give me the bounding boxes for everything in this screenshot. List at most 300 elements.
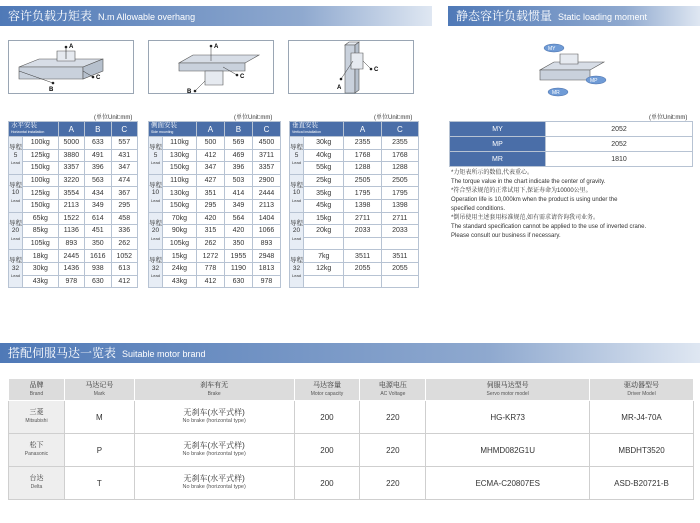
value-cell: 434 bbox=[85, 187, 111, 200]
value-cell: 1795 bbox=[344, 187, 381, 200]
load-cell: 55kg bbox=[304, 162, 344, 175]
load-cell bbox=[304, 275, 344, 288]
table-row bbox=[290, 137, 419, 150]
value-cell: 503 bbox=[224, 174, 252, 187]
value-cell: 1522 bbox=[58, 212, 84, 225]
table-row bbox=[9, 149, 138, 162]
column-header: B bbox=[224, 122, 252, 137]
column-header: C bbox=[381, 122, 418, 137]
lead-zh: 导程 bbox=[9, 144, 22, 152]
value-cell: 563 bbox=[85, 174, 111, 187]
value-cell: 1190 bbox=[224, 262, 252, 275]
horizontal-moment-table bbox=[8, 121, 138, 288]
value-cell: 350 bbox=[224, 237, 252, 250]
notes-block bbox=[451, 169, 646, 241]
lead-zh: 导程 bbox=[149, 181, 162, 189]
load-cell: 150kg bbox=[23, 162, 59, 175]
value-cell bbox=[344, 237, 381, 250]
installation-en: Horizontal installation bbox=[11, 130, 45, 134]
moment-label: MR bbox=[450, 152, 546, 167]
lead-cell bbox=[290, 174, 304, 212]
lead-en: Lead bbox=[11, 197, 20, 203]
vertical-installation-diagram bbox=[288, 40, 414, 94]
load-cell: 70kg bbox=[163, 212, 197, 225]
value-cell: 396 bbox=[85, 162, 111, 175]
table-row bbox=[149, 237, 281, 250]
load-cell: 45kg bbox=[304, 199, 344, 212]
static-moment-diagram bbox=[530, 40, 614, 98]
value-cell: 1813 bbox=[252, 262, 280, 275]
brake-zh: 无刹车(水平式样) bbox=[183, 474, 245, 483]
motor-brand-header bbox=[0, 343, 700, 363]
header-zh: 刹车有无 bbox=[200, 381, 229, 389]
value-cell: 351 bbox=[196, 187, 224, 200]
section-title-en: Static loading moment bbox=[558, 12, 648, 22]
brake-zh: 无刹车(水平式样) bbox=[183, 441, 245, 450]
value-cell: 414 bbox=[224, 187, 252, 200]
header-en: AC Voltage bbox=[380, 390, 406, 397]
table-row bbox=[149, 149, 281, 162]
table-row bbox=[9, 237, 138, 250]
note-line: specified conditions. bbox=[451, 206, 506, 212]
value-cell: 1768 bbox=[344, 149, 381, 162]
value-cell: 2355 bbox=[381, 137, 418, 150]
value-cell: 2900 bbox=[252, 174, 280, 187]
value-cell: 349 bbox=[224, 199, 252, 212]
value-cell: 1066 bbox=[252, 225, 280, 238]
moment-value: 2052 bbox=[546, 137, 693, 152]
section-title-zh: 容许负载力矩表 bbox=[8, 9, 93, 23]
table-row bbox=[9, 250, 138, 263]
table-row bbox=[9, 225, 138, 238]
section-title-zh: 搭配伺服马达一览表 bbox=[8, 346, 117, 360]
header-en: Brake bbox=[207, 390, 221, 397]
lead-value: 5 bbox=[153, 151, 158, 159]
value-cell: 2711 bbox=[344, 212, 381, 225]
table-row bbox=[9, 162, 138, 175]
value-cell: 613 bbox=[111, 262, 137, 275]
brand-zh: 三菱 bbox=[29, 409, 44, 416]
load-cell: 150kg bbox=[163, 162, 197, 175]
table-row bbox=[149, 275, 281, 288]
header-zh: 马达记号 bbox=[85, 381, 114, 389]
header-zh: 马达容量 bbox=[312, 381, 341, 389]
value-cell: 893 bbox=[58, 237, 84, 250]
load-cell: 110kg bbox=[163, 174, 197, 187]
load-cell: 100kg bbox=[23, 174, 59, 187]
installation-header bbox=[149, 122, 197, 137]
lead-en: Lead bbox=[151, 235, 160, 241]
table-header-row bbox=[149, 122, 281, 137]
value-cell bbox=[381, 237, 418, 250]
lead-en: Lead bbox=[151, 273, 160, 279]
value-cell: 3880 bbox=[58, 149, 84, 162]
table-row bbox=[290, 262, 419, 275]
moment-label: MP bbox=[450, 137, 546, 152]
driver-model-cell: ASD-B20721-B bbox=[590, 467, 694, 500]
installation-zh: 垂直安装 bbox=[292, 122, 318, 129]
column-header bbox=[426, 379, 590, 401]
value-cell: 3511 bbox=[381, 250, 418, 263]
lead-en: Lead bbox=[292, 197, 301, 203]
table-row bbox=[290, 199, 419, 212]
value-cell: 3357 bbox=[252, 162, 280, 175]
servo-model-cell: HG-KR73 bbox=[426, 401, 590, 434]
value-cell: 469 bbox=[224, 149, 252, 162]
side-moment-table bbox=[148, 121, 281, 288]
value-cell: 500 bbox=[196, 137, 224, 150]
value-cell: 295 bbox=[111, 199, 137, 212]
note-line: *力矩表所示的数值,代表重心。 bbox=[451, 170, 534, 176]
table-row bbox=[290, 237, 419, 250]
brand-zh: 松下 bbox=[29, 442, 44, 449]
value-cell: 451 bbox=[85, 225, 111, 238]
load-cell: 110kg bbox=[163, 137, 197, 150]
value-cell: 2055 bbox=[381, 262, 418, 275]
table-row bbox=[290, 174, 419, 187]
label-a: A bbox=[69, 44, 74, 50]
lead-value: 20 bbox=[292, 227, 301, 235]
note-line: The standard specification cannot be applied to the use of inverted crane. bbox=[451, 224, 647, 230]
voltage-cell: 220 bbox=[360, 401, 426, 434]
value-cell: 1768 bbox=[381, 149, 418, 162]
load-cell: 12kg bbox=[304, 262, 344, 275]
table-row bbox=[290, 225, 419, 238]
load-cell: 125kg bbox=[23, 149, 59, 162]
column-header: B bbox=[85, 122, 111, 137]
value-cell: 295 bbox=[196, 199, 224, 212]
value-cell: 557 bbox=[111, 137, 137, 150]
lead-zh: 导程 bbox=[290, 181, 303, 189]
header-zh: 电源电压 bbox=[378, 381, 407, 389]
section-title-en: Suitable motor brand bbox=[122, 349, 206, 359]
section-title-zh: 静态容许负载惯量 bbox=[456, 9, 553, 23]
value-cell: 614 bbox=[85, 212, 111, 225]
lead-en: Lead bbox=[292, 273, 301, 279]
my-label: MY bbox=[548, 46, 556, 52]
column-header: A bbox=[58, 122, 84, 137]
header-en: Servo motor model bbox=[486, 390, 529, 397]
lead-value: 10 bbox=[151, 189, 160, 197]
lead-cell bbox=[290, 212, 304, 250]
table-row bbox=[450, 152, 693, 167]
table-header-row bbox=[9, 122, 138, 137]
value-cell: 347 bbox=[196, 162, 224, 175]
value-cell: 412 bbox=[111, 275, 137, 288]
table-row bbox=[149, 162, 281, 175]
lead-cell bbox=[290, 250, 304, 288]
lead-value: 10 bbox=[292, 189, 301, 197]
lead-value: 5 bbox=[13, 151, 18, 159]
mr-label: MR bbox=[552, 90, 560, 96]
note-line: *符合型录规范的正常试用下,保证寿命为10000公里。 bbox=[451, 188, 592, 194]
side-mounting-diagram bbox=[148, 40, 274, 94]
moment-value: 1810 bbox=[546, 152, 693, 167]
table-header-row bbox=[9, 379, 694, 401]
load-cell: 150kg bbox=[23, 199, 59, 212]
load-cell: 125kg bbox=[23, 187, 59, 200]
lead-value: 20 bbox=[11, 227, 20, 235]
load-cell: 130kg bbox=[163, 187, 197, 200]
value-cell: 5000 bbox=[58, 137, 84, 150]
capacity-cell: 200 bbox=[294, 467, 360, 500]
column-header bbox=[134, 379, 294, 401]
lead-value: 32 bbox=[292, 264, 301, 272]
value-cell: 1616 bbox=[85, 250, 111, 263]
value-cell: 491 bbox=[85, 149, 111, 162]
table-header-row bbox=[290, 122, 419, 137]
load-cell: 65kg bbox=[23, 212, 59, 225]
load-cell: 105kg bbox=[23, 237, 59, 250]
value-cell: 564 bbox=[224, 212, 252, 225]
lead-cell bbox=[9, 137, 23, 175]
header-en: Mark bbox=[93, 390, 105, 397]
table-row bbox=[149, 212, 281, 225]
value-cell: 2711 bbox=[381, 212, 418, 225]
value-cell: 1136 bbox=[58, 225, 84, 238]
brand-cell bbox=[9, 467, 65, 500]
unit-label: (单位Unit:mm) bbox=[234, 115, 273, 121]
capacity-cell: 200 bbox=[294, 434, 360, 467]
table-row bbox=[9, 174, 138, 187]
lead-cell bbox=[9, 250, 23, 288]
brand-en: Mitsubishi bbox=[25, 418, 48, 424]
value-cell: 633 bbox=[85, 137, 111, 150]
lead-en: Lead bbox=[11, 273, 20, 279]
value-cell: 630 bbox=[224, 275, 252, 288]
voltage-cell: 220 bbox=[360, 434, 426, 467]
installation-en: Side mounting bbox=[151, 130, 174, 134]
lead-cell bbox=[9, 212, 23, 250]
value-cell: 1398 bbox=[344, 199, 381, 212]
column-header bbox=[9, 379, 65, 401]
load-cell: 20kg bbox=[304, 225, 344, 238]
load-cell: 43kg bbox=[163, 275, 197, 288]
value-cell: 2505 bbox=[381, 174, 418, 187]
lead-en: Lead bbox=[11, 235, 20, 241]
table-row bbox=[9, 137, 138, 150]
lead-value: 32 bbox=[151, 264, 160, 272]
moment-value: 2052 bbox=[546, 122, 693, 137]
label-b: B bbox=[187, 89, 192, 95]
brake-cell bbox=[134, 467, 294, 500]
value-cell: 2444 bbox=[252, 187, 280, 200]
lead-en: Lead bbox=[151, 160, 160, 166]
value-cell: 1955 bbox=[224, 250, 252, 263]
label-c: C bbox=[96, 75, 101, 81]
value-cell: 474 bbox=[111, 174, 137, 187]
table-row bbox=[450, 122, 693, 137]
brake-cell bbox=[134, 434, 294, 467]
load-cell: 100kg bbox=[23, 137, 59, 150]
lead-zh: 导程 bbox=[149, 144, 162, 152]
installation-en: Vertical installation bbox=[292, 130, 321, 134]
lead-zh: 导程 bbox=[9, 257, 22, 265]
table-row bbox=[290, 212, 419, 225]
table-row bbox=[290, 149, 419, 162]
load-cell: 30kg bbox=[23, 262, 59, 275]
table-row bbox=[9, 275, 138, 288]
value-cell: 2505 bbox=[344, 174, 381, 187]
note-line: *倒吊使用主述套用标准规范,如有需求请咨询我司业务。 bbox=[451, 215, 600, 221]
value-cell: 778 bbox=[196, 262, 224, 275]
brake-en: No brake (horizontal type) bbox=[182, 484, 246, 490]
value-cell: 3357 bbox=[58, 162, 84, 175]
table-row bbox=[9, 212, 138, 225]
allowable-overhang-header bbox=[0, 6, 432, 26]
value-cell: 349 bbox=[85, 199, 111, 212]
table-row bbox=[9, 187, 138, 200]
table-row bbox=[290, 250, 419, 263]
table-row bbox=[149, 137, 281, 150]
value-cell: 2033 bbox=[344, 225, 381, 238]
value-cell: 938 bbox=[85, 262, 111, 275]
unit-label: (单位Unit:mm) bbox=[374, 115, 413, 121]
value-cell: 412 bbox=[196, 275, 224, 288]
vertical-moment-table bbox=[289, 121, 419, 288]
load-cell: 18kg bbox=[23, 250, 59, 263]
note-line: The torque value in the chart indicate the center of gravity. bbox=[451, 179, 606, 185]
value-cell: 1436 bbox=[58, 262, 84, 275]
value-cell: 1052 bbox=[111, 250, 137, 263]
value-cell: 1288 bbox=[344, 162, 381, 175]
table-row bbox=[290, 162, 419, 175]
value-cell: 458 bbox=[111, 212, 137, 225]
load-cell: 24kg bbox=[163, 262, 197, 275]
lead-en: Lead bbox=[11, 160, 20, 166]
value-cell: 2445 bbox=[58, 250, 84, 263]
value-cell: 3711 bbox=[252, 149, 280, 162]
lead-zh: 导程 bbox=[149, 257, 162, 265]
brand-zh: 台达 bbox=[29, 475, 44, 482]
motor-brand-table bbox=[8, 378, 694, 500]
brand-cell bbox=[9, 434, 65, 467]
value-cell: 315 bbox=[196, 225, 224, 238]
label-a: A bbox=[214, 44, 219, 50]
value-cell: 1795 bbox=[381, 187, 418, 200]
installation-header bbox=[9, 122, 59, 137]
value-cell: 262 bbox=[196, 237, 224, 250]
lead-value: 20 bbox=[151, 227, 160, 235]
lead-cell bbox=[149, 250, 163, 288]
column-header bbox=[64, 379, 134, 401]
value-cell: 1404 bbox=[252, 212, 280, 225]
lead-zh: 导程 bbox=[9, 219, 22, 227]
brake-cell bbox=[134, 401, 294, 434]
value-cell: 2113 bbox=[252, 199, 280, 212]
value-cell: 396 bbox=[224, 162, 252, 175]
static-moment-table bbox=[449, 121, 693, 167]
table-row bbox=[9, 467, 694, 500]
header-zh: 驱动器型号 bbox=[624, 381, 660, 389]
value-cell: 978 bbox=[252, 275, 280, 288]
moment-label: MY bbox=[450, 122, 546, 137]
value-cell: 412 bbox=[196, 149, 224, 162]
servo-model-cell: MHMD082G1U bbox=[426, 434, 590, 467]
lead-en: Lead bbox=[292, 235, 301, 241]
note-line: Operation life is 10,000km when the product is using under the bbox=[451, 197, 618, 203]
mark-cell: T bbox=[64, 467, 134, 500]
lead-zh: 导程 bbox=[290, 257, 303, 265]
lead-en: Lead bbox=[151, 197, 160, 203]
column-header bbox=[590, 379, 694, 401]
brand-en: Delta bbox=[30, 484, 43, 490]
table-row bbox=[149, 199, 281, 212]
installation-header bbox=[290, 122, 344, 137]
brand-cell bbox=[9, 401, 65, 434]
table-row bbox=[149, 174, 281, 187]
load-cell: 15kg bbox=[163, 250, 197, 263]
table-row bbox=[9, 262, 138, 275]
driver-model-cell: MR-J4-70A bbox=[590, 401, 694, 434]
lead-value: 32 bbox=[11, 264, 20, 272]
column-header: A bbox=[344, 122, 381, 137]
value-cell: 2113 bbox=[58, 199, 84, 212]
lead-cell bbox=[149, 174, 163, 212]
value-cell: 350 bbox=[85, 237, 111, 250]
value-cell: 2033 bbox=[381, 225, 418, 238]
load-cell: 85kg bbox=[23, 225, 59, 238]
value-cell: 893 bbox=[252, 237, 280, 250]
load-cell bbox=[304, 237, 344, 250]
value-cell: 262 bbox=[111, 237, 137, 250]
load-cell: 30kg bbox=[304, 137, 344, 150]
lead-zh: 导程 bbox=[9, 181, 22, 189]
horizontal-installation-diagram bbox=[8, 40, 134, 94]
value-cell bbox=[381, 275, 418, 288]
installation-zh: 侧面安装 bbox=[151, 122, 177, 129]
load-cell: 105kg bbox=[163, 237, 197, 250]
value-cell: 427 bbox=[196, 174, 224, 187]
value-cell: 569 bbox=[224, 137, 252, 150]
value-cell: 347 bbox=[111, 162, 137, 175]
table-row bbox=[149, 262, 281, 275]
label-c: C bbox=[374, 67, 379, 73]
table-row bbox=[149, 187, 281, 200]
value-cell: 2948 bbox=[252, 250, 280, 263]
value-cell: 4500 bbox=[252, 137, 280, 150]
lead-zh: 导程 bbox=[290, 144, 303, 152]
value-cell: 3511 bbox=[344, 250, 381, 263]
value-cell: 431 bbox=[111, 149, 137, 162]
table-row bbox=[9, 199, 138, 212]
value-cell: 3220 bbox=[58, 174, 84, 187]
value-cell: 336 bbox=[111, 225, 137, 238]
brand-en: Panasonic bbox=[24, 451, 49, 457]
installation-zh: 水平安装 bbox=[11, 122, 37, 129]
header-zh: 品牌 bbox=[29, 381, 44, 389]
servo-model-cell: ECMA-C20807ES bbox=[426, 467, 590, 500]
label-a: A bbox=[337, 85, 342, 91]
unit-label: (单位Unit:mm) bbox=[649, 115, 688, 121]
lead-value: 10 bbox=[11, 189, 20, 197]
table-row bbox=[9, 401, 694, 434]
voltage-cell: 220 bbox=[360, 467, 426, 500]
value-cell: 1288 bbox=[381, 162, 418, 175]
lead-en: Lead bbox=[292, 160, 301, 166]
mark-cell: M bbox=[64, 401, 134, 434]
brake-zh: 无刹车(水平式样) bbox=[183, 408, 245, 417]
label-b: B bbox=[49, 87, 54, 93]
table-row bbox=[450, 137, 693, 152]
load-cell: 25kg bbox=[304, 174, 344, 187]
load-cell: 90kg bbox=[163, 225, 197, 238]
static-loading-header bbox=[448, 6, 700, 26]
column-header bbox=[360, 379, 426, 401]
driver-model-cell: MBDHT3520 bbox=[590, 434, 694, 467]
mark-cell: P bbox=[64, 434, 134, 467]
mp-label: MP bbox=[590, 78, 598, 84]
